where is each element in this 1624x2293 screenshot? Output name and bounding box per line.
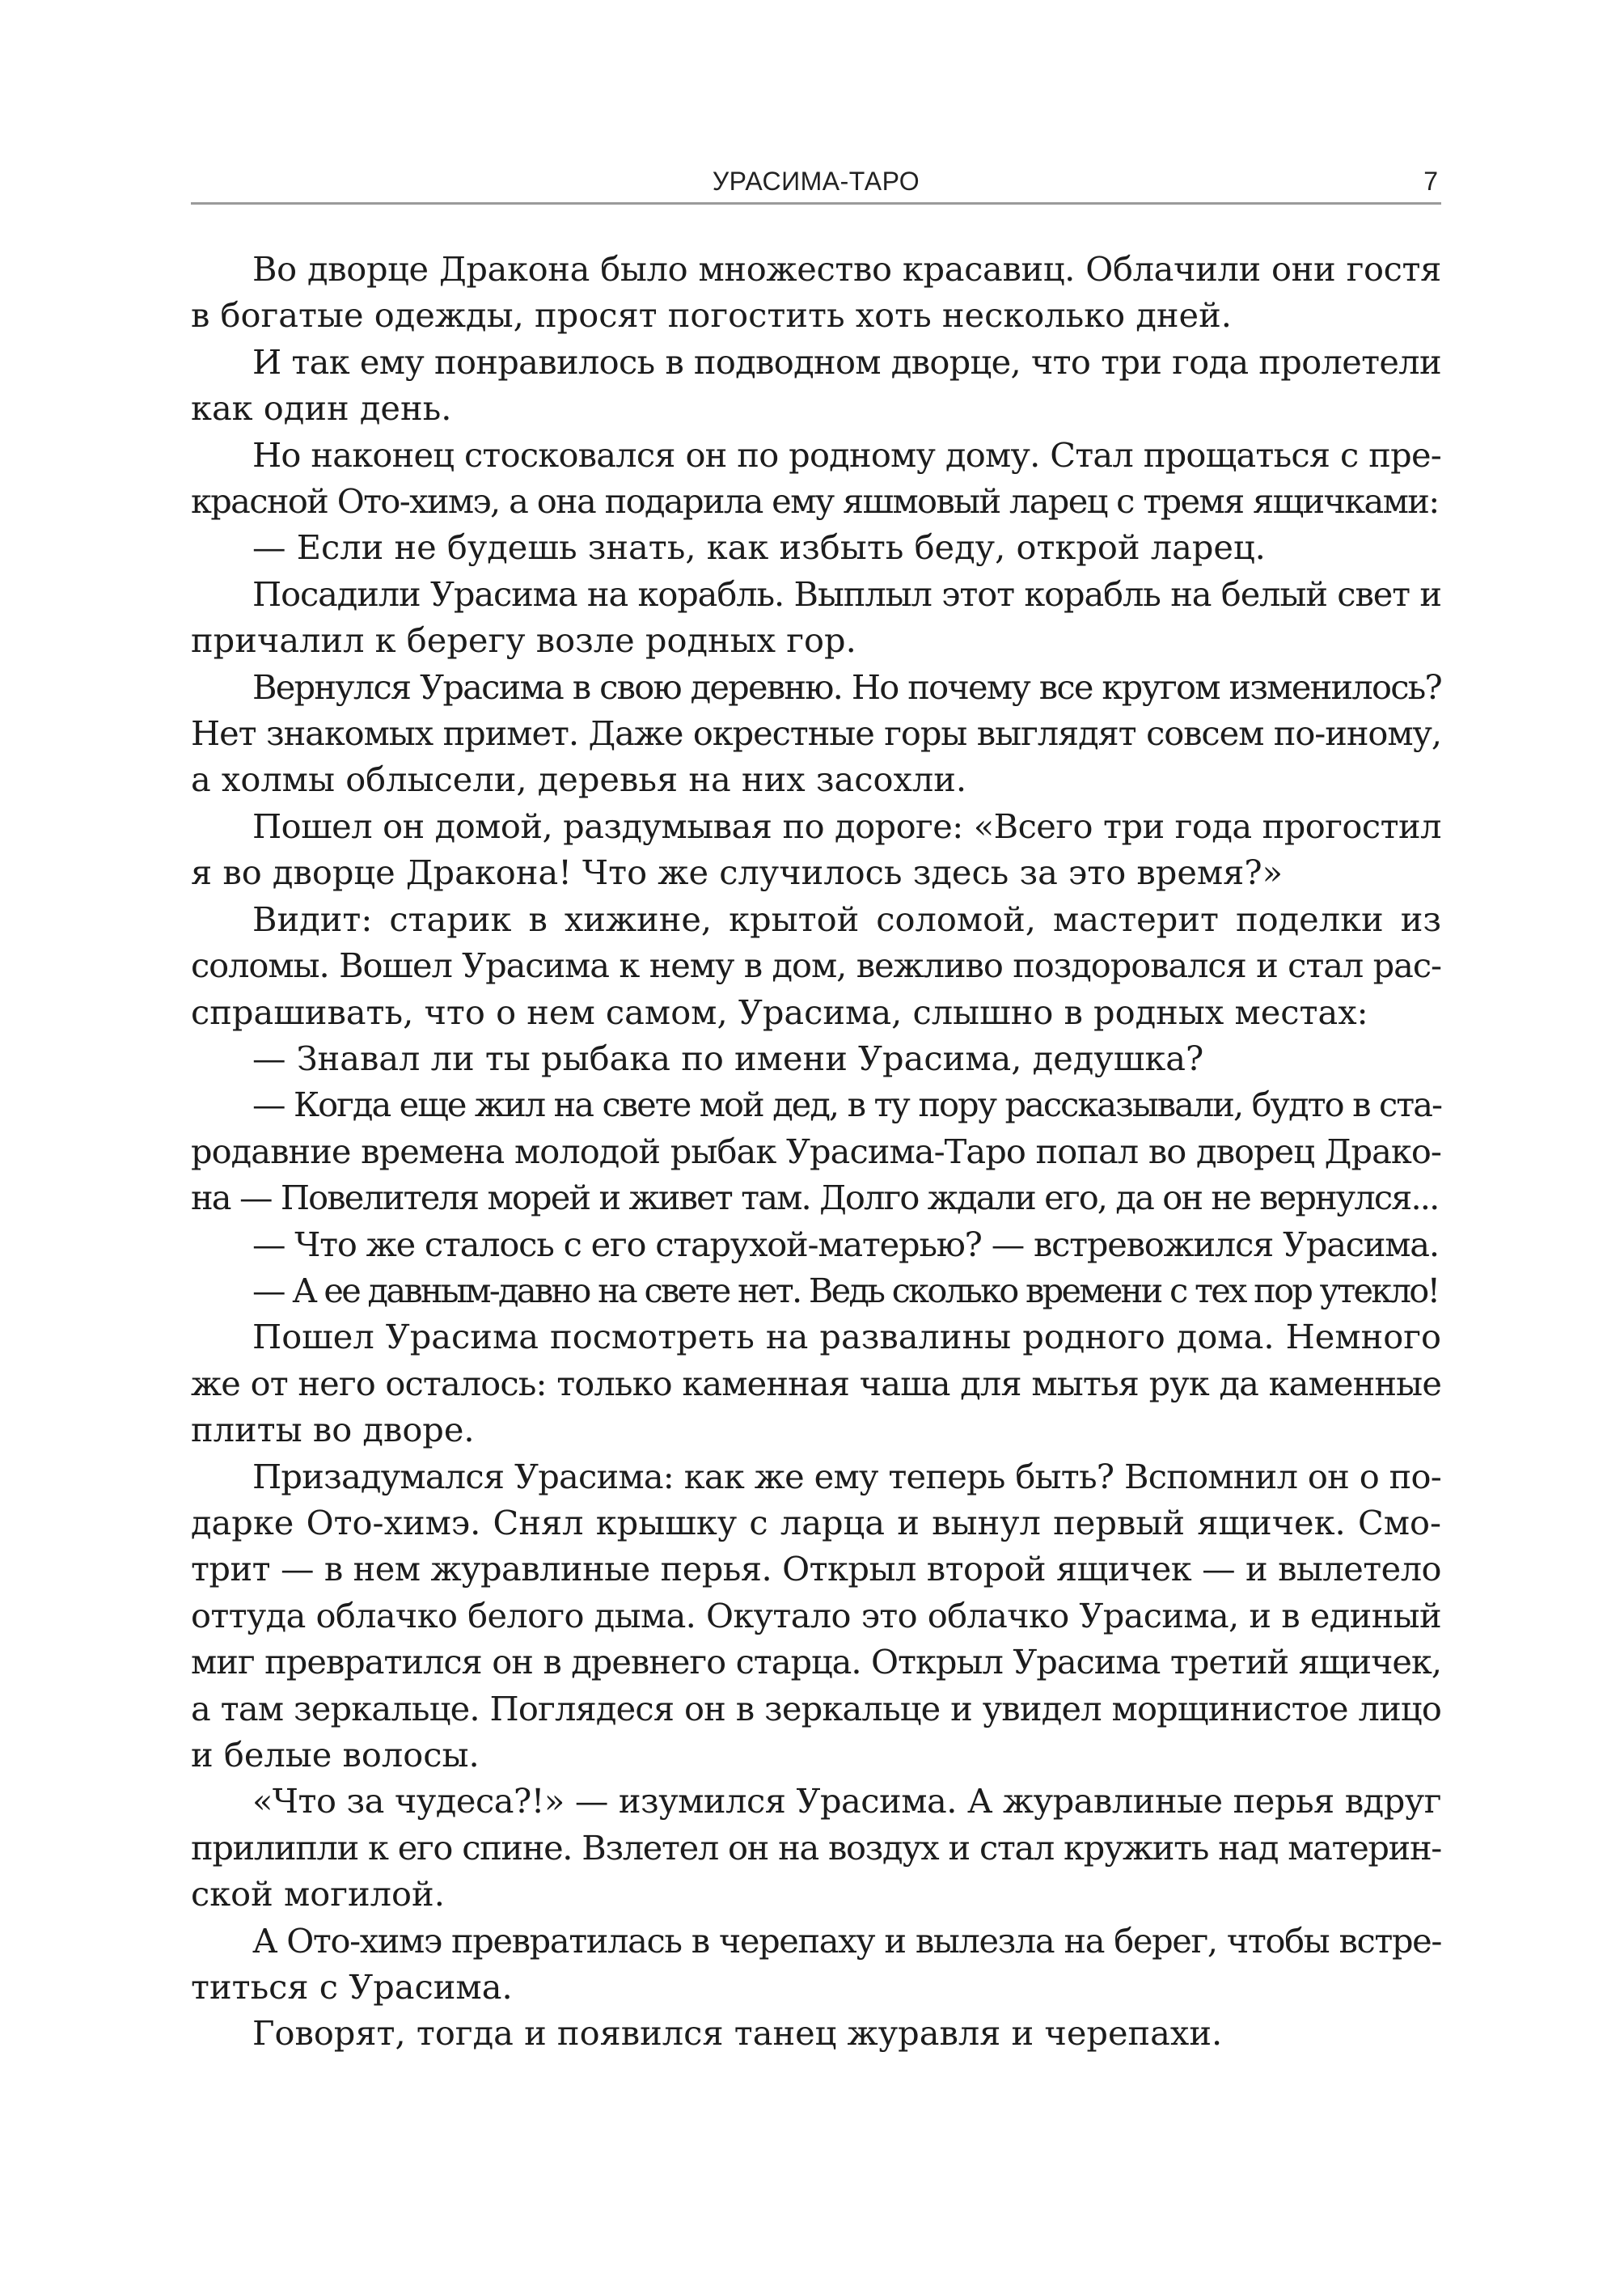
paragraph (191, 2010, 1441, 2056)
paragraph (191, 1918, 1441, 2011)
page-number: 7 (1423, 167, 1438, 196)
paragraph (191, 339, 1441, 432)
text-line: я во дворце Дракона! Что же случилось здесь за это время?» (191, 852, 1284, 893)
text-line: красной Ото-химэ, а она подарила ему яшмовый ларец с тремя ящичками: (191, 481, 1439, 522)
text-line: — Знавал ли ты рыбака по имени Урасима, дедушка? (252, 1038, 1204, 1078)
paragraph (191, 803, 1441, 896)
text-line: А Ото-химэ превратилась в черепаху и вылезла на берег, чтобы встре- (252, 1920, 1441, 1961)
paragraph (191, 524, 1441, 570)
text-line: — Что же сталось с его старухой-матерью? — встревожился Урасима. (252, 1224, 1439, 1264)
text-line: — А ее давным-давно на свете нет. Ведь сколько времени с тех пор утекло! (252, 1270, 1439, 1310)
paragraph (191, 571, 1441, 664)
text-line: — Когда еще жил на свете мой дед, в ту пору рассказывали, будто в ста- (252, 1085, 1441, 1125)
text-line: причалил к берегу возле родных гор. (191, 620, 856, 661)
paragraph (191, 1035, 1441, 1081)
text-line: оттуда облачко белого дыма. Окутало это облачко Урасима, и в единый (191, 1595, 1441, 1635)
text-line: Но наконец стосковался он по родному дому. Стал прощаться с пре- (252, 434, 1441, 475)
text-line: Вернулся Урасима в свою деревню. Но почему все кругом изменилось? (252, 666, 1441, 707)
paragraph (191, 1778, 1441, 1917)
paragraph (191, 664, 1441, 803)
paragraph (191, 1314, 1441, 1453)
text-line: И так ему понравилось в подводном дворце, что три года пролетели (252, 341, 1441, 382)
text-line: а холмы облысели, деревья на них засохли. (191, 759, 967, 800)
text-line: ской могилой. (191, 1874, 445, 1914)
text-line: в богатые одежды, просят погостить хоть несколько дней. (191, 295, 1232, 336)
text-line: Пошел он домой, раздумывая по дороге: «Всего три года прогостил (252, 806, 1441, 846)
paragraph (191, 1221, 1441, 1267)
text-line: как один день. (191, 388, 452, 429)
text-line: соломы. Вошел Урасима к нему в дом, вежливо поздоровался и стал рас- (191, 946, 1441, 986)
text-line: — Если не будешь знать, как избыть беду, открой ларец. (252, 527, 1266, 568)
paragraph (191, 1081, 1441, 1221)
text-line: Призадумался Урасима: как же ему теперь быть? Вспомнил он о по- (252, 1456, 1441, 1496)
text-line: на — Повелителя морей и живет там. Долго ждали его, да он не вернулся... (191, 1178, 1439, 1218)
text-line: Пошел Урасима посмотреть на развалины родного дома. Немного (252, 1317, 1441, 1357)
text-line: Посадили Урасима на корабль. Выплыл этот корабль на белый свет и (252, 573, 1441, 614)
text-line: а там зеркальце. Поглядеся он в зеркальце и увидел морщинистое лицо (191, 1688, 1441, 1728)
story-text (191, 246, 1441, 2057)
text-line: Нет знакомых примет. Даже окрестные горы выглядят совсем по-иному, (191, 713, 1441, 754)
text-line: спрашивать, что о нем самом, Урасима, слышно в родных местах: (191, 992, 1368, 1032)
text-line: Во дворце Дракона было множество красавиц. Облачили они гостя (252, 249, 1441, 289)
text-line: миг превратился он в древнего старца. Открыл Урасима третий ящичек, (191, 1642, 1441, 1682)
paragraph (191, 1267, 1441, 1314)
text-line: и белые волосы. (191, 1735, 480, 1775)
paragraph (191, 246, 1441, 339)
text-line: дарке Ото-химэ. Снял крышку с ларца и вынул первый ящичек. Смо- (191, 1502, 1441, 1542)
running-header (191, 162, 1441, 205)
text-line: Говорят, тогда и появился танец журавля и черепахи. (252, 2013, 1223, 2054)
paragraph (191, 432, 1441, 525)
text-line: плиты во дворе. (191, 1410, 475, 1450)
text-line: трит — в нем журавлиные перья. Открыл второй ящичек — и вылетело (191, 1549, 1441, 1589)
text-line: титься с Урасима. (191, 1967, 513, 2007)
paragraph (191, 896, 1441, 1035)
text-line: же от него осталось: только каменная чаша для мытья рук да каменные (191, 1363, 1441, 1403)
text-line: прилипли к его спине. Взлетел он на воздух и стал кружить над материн- (191, 1827, 1441, 1868)
text-line: родавние времена молодой рыбак Урасима-Таро попал во дворец Драко- (191, 1131, 1441, 1171)
running-title: УРАСИМА-ТАРО (712, 167, 920, 196)
text-line: Видит: старик в хижине, крытой соломой, мастерит поделки из (252, 899, 1441, 939)
text-line: «Что за чудеса?!» — изумился Урасима. А журавлиные перья вдруг (252, 1781, 1441, 1821)
paragraph (191, 1453, 1441, 1779)
